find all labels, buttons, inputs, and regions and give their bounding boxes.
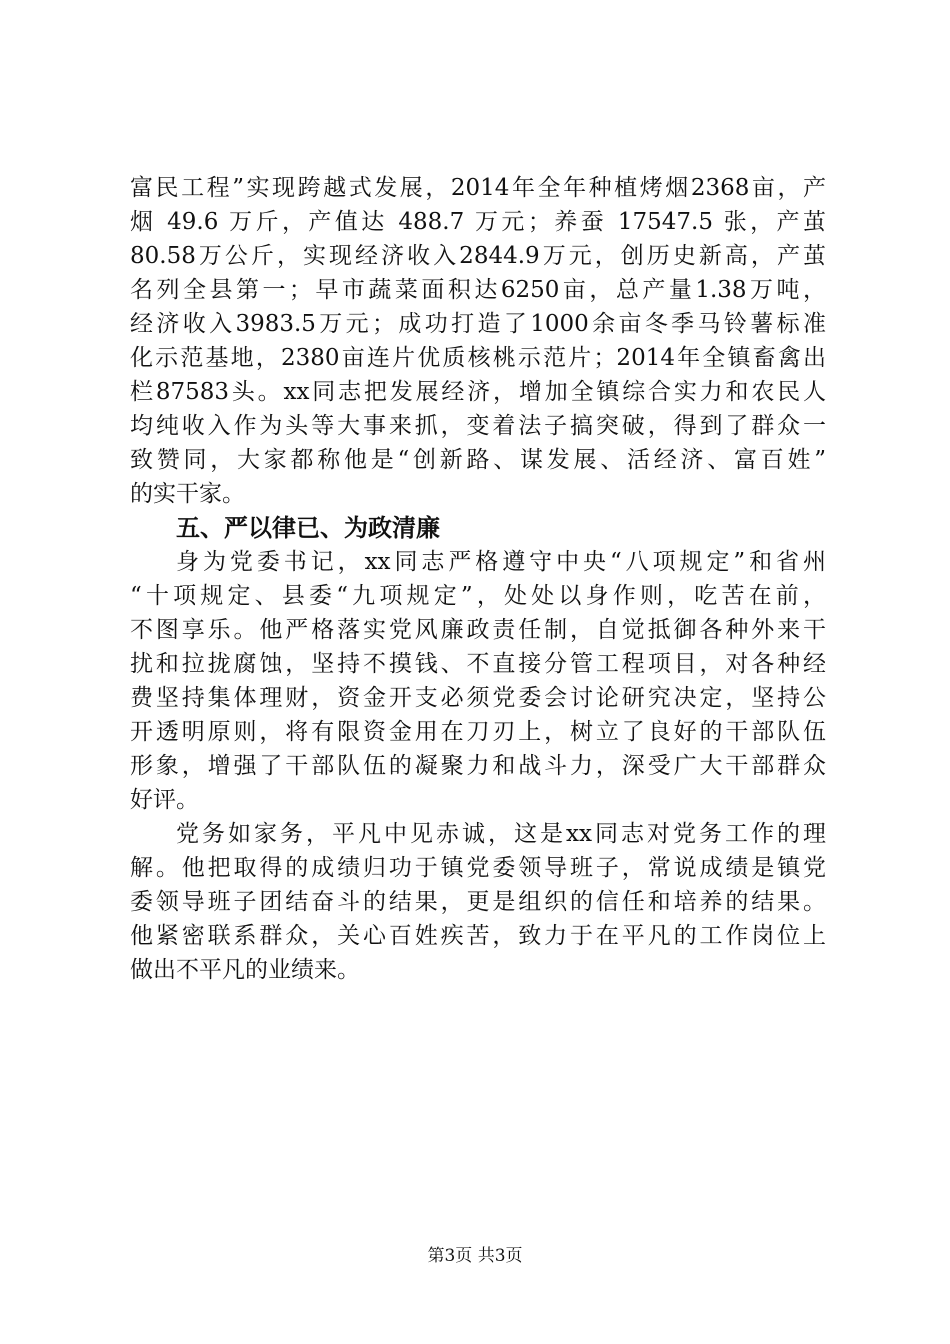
text-line: 化示范基地，2380亩连片优质核桃示范片；2014年全镇畜禽出 — [130, 345, 826, 371]
text-line: 做出不平凡的业绩来。 — [130, 957, 360, 983]
text-line: 费坚持集体理财，资金开支必须党委会讨论研究决定，坚持公 — [130, 685, 826, 711]
text-line: 80.58万公斤，实现经济收入2844.9万元，创历史新高，产茧 — [130, 243, 826, 269]
text-line: 的实干家。 — [130, 481, 245, 507]
paragraph-party-work — [130, 817, 826, 987]
text-line: 委领导班子团结奋斗的结果，更是组织的信任和培养的结果。 — [130, 889, 826, 915]
text-line: 名列全县第一；早市蔬菜面积达6250亩，总产量1.38万吨， — [130, 277, 826, 303]
text-line: 烟 49.6 万斤，产值达 488.7 万元；养蚕 17547.5 张，产茧 — [130, 209, 826, 235]
text-line: 扰和拉拢腐蚀，坚持不摸钱、不直接分管工程项目，对各种经 — [130, 651, 826, 677]
text-line: 党务如家务，平凡中见赤诚，这是xx同志对党务工作的理 — [176, 821, 826, 847]
text-line: 好评。 — [130, 787, 199, 813]
paragraph-integrity — [130, 545, 826, 817]
text-line: 致赞同，大家都称他是“创新路、谋发展、活经济、富百姓” — [130, 447, 826, 473]
text-line: 经济收入3983.5万元；成功打造了1000余亩冬季马铃薯标准 — [130, 311, 826, 337]
text-line: 他紧密联系群众，关心百姓疾苦，致力于在平凡的工作岗位上 — [130, 923, 826, 949]
section-heading: 五、严以律已、为政清廉 — [176, 514, 440, 542]
text-line: 栏87583头。xx同志把发展经济，增加全镇综合实力和农民人 — [130, 379, 826, 405]
text-line: 解。他把取得的成绩归功于镇党委领导班子，常说成绩是镇党 — [130, 855, 826, 881]
document-body — [130, 171, 826, 987]
text-line: “十项规定、县委“九项规定”，处处以身作则，吃苦在前， — [130, 583, 826, 609]
text-line: 不图享乐。他严格落实党风廉政责任制，自觉抵御各种外来干 — [130, 617, 826, 643]
page-footer — [0, 1244, 950, 1268]
text-line: 形象，增强了干部队伍的凝聚力和战斗力，深受广大干部群众 — [130, 753, 826, 779]
text-line: 富民工程”实现跨越式发展，2014年全年种植烤烟2368亩，产 — [130, 175, 826, 201]
text-line: 均纯收入作为头等大事来抓，变着法子搞突破，得到了群众一 — [130, 413, 826, 439]
paragraph-economy — [130, 171, 826, 511]
text-line: 身为党委书记，xx同志严格遵守中央“八项规定”和省州 — [176, 549, 826, 575]
text-line: 开透明原则，将有限资金用在刀刃上，树立了良好的干部队伍 — [130, 719, 826, 745]
page-number: 第3页 共3页 — [427, 1246, 523, 1266]
